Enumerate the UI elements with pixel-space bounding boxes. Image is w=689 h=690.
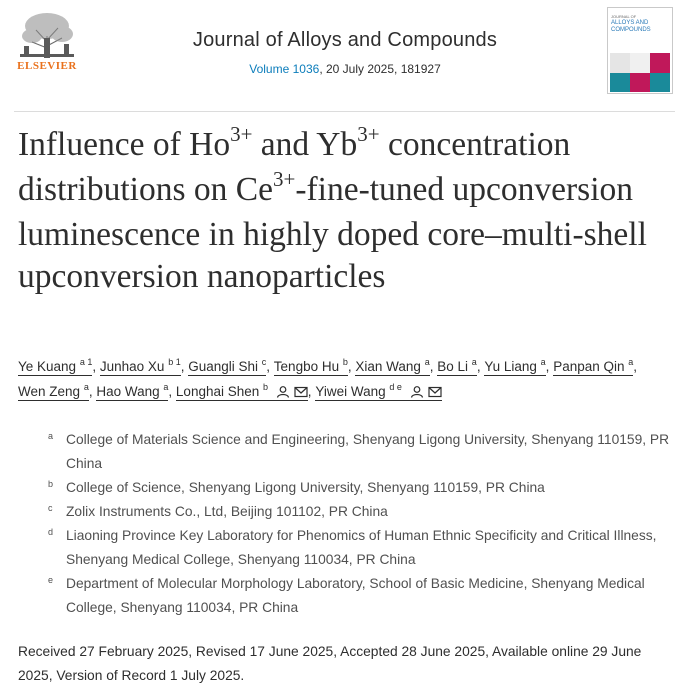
article-title: Influence of $Ho^{3+}$ and $Yb^{3+}$ concentration distributions on $Ce^{3+}-fine$-tuned upconversion luminescence in highly doped core–multi-shell upconversion nanoparticles (18, 122, 647, 295)
author-link[interactable]: Ye Kuang $^{a 1}$ (18, 356, 93, 374)
publisher-name: ELSEVIER (17, 60, 77, 72)
journal-cover-thumbnail[interactable] (607, 7, 673, 94)
journal-issue-info (120, 62, 570, 76)
author-link[interactable]: Junhao Xu $^{b 1}$ (99, 356, 181, 374)
person-icon (276, 386, 290, 398)
person-icon (410, 386, 424, 398)
author-link[interactable]: Hao Wang $^a$ (96, 381, 169, 399)
journal-header (0, 0, 689, 112)
email-icon (294, 386, 308, 398)
cover-color-blocks (610, 53, 670, 92)
publication-history: Received 27 February 2025, Revised 17 June 2025, Accepted 28 June 2025, Available online 29 June 2025, Version of Record 1 July 2025. (18, 644, 642, 683)
author-link[interactable]: Guangli Shi $^c$ (188, 356, 267, 374)
author-link[interactable]: Bo Li $^a$ (437, 356, 477, 374)
author-link[interactable]: Panpan Qin $^a$ (553, 356, 634, 374)
header-divider (14, 111, 675, 112)
issue-date: , 20 July 2025, 181927 (319, 62, 441, 76)
author-link[interactable]: Longhai Shen $^b$ (176, 384, 308, 401)
cover-title: JOURNAL OF ALLOYS AND COMPOUNDS (611, 14, 651, 33)
author-list: Ye Kuang $^{a 1}$, Junhao Xu $^{b 1}$, Guangli Shi $^c$, Tengbo Hu $^b$, Xian Wang $^a$, Bo Li $^a$, Yu Liang $^a$, Panpan Qin $^a$, Wen Zeng $^a$, Hao Wang $^a$, Longhai Shen $^b$ , Yiwei Wang $^{d e}$ (18, 356, 638, 399)
author-link[interactable]: Xian Wang $^a$ (355, 356, 430, 374)
author-link[interactable]: Yiwei Wang $^{d e}$ (315, 384, 441, 401)
email-icon (428, 386, 442, 398)
author-link[interactable]: Wen Zeng $^a$ (18, 381, 89, 399)
author-link[interactable]: Yu Liang $^a$ (484, 356, 546, 374)
volume-link[interactable]: Volume 1036 (249, 62, 320, 76)
author-link[interactable]: Tengbo Hu $^b$ (273, 356, 348, 374)
journal-title-link[interactable]: Journal of Alloys and Compounds (192, 29, 498, 51)
